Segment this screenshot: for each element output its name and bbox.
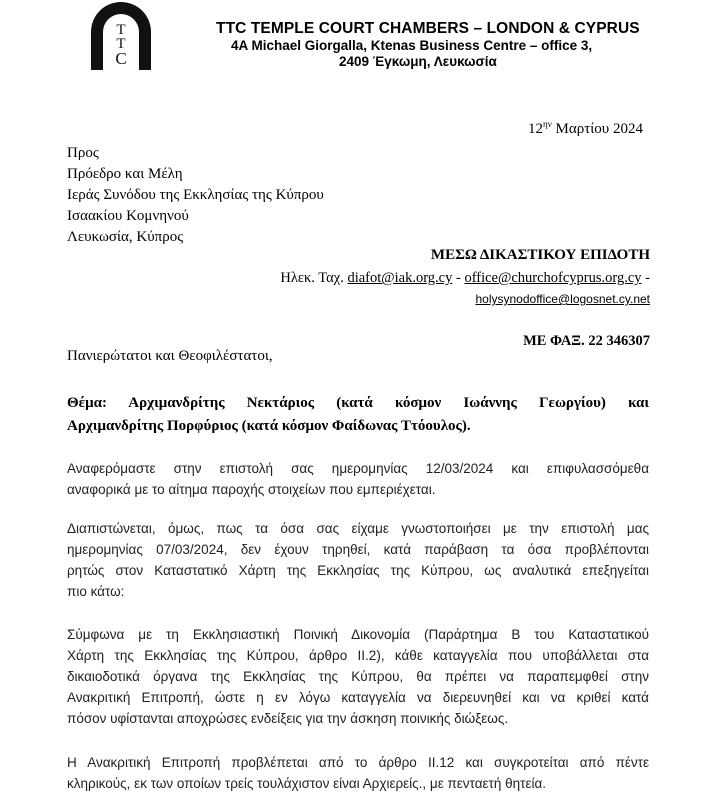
email-link-holysynod[interactable]: holysynodoffice@logosnet.cy.net: [475, 292, 650, 306]
fax-line: ΜΕ ΦΑΞ. 22 346307: [523, 333, 650, 349]
paragraph-line: Σύμφωνα με τη Εκκλησιαστική Ποινική Δικονομία (Παράρτημα Β του Καταστατικού: [67, 627, 649, 642]
email-link-office[interactable]: office@churchofcyprus.org.cy: [464, 270, 642, 286]
body-paragraph: [67, 518, 649, 602]
subject-block: [67, 392, 649, 438]
paragraph-line: πιο κάτω:: [67, 584, 125, 599]
email-line: Ηλεκ. Ταχ. diafot@iak.org.cy - office@churchofcyprus.org.cy -: [280, 270, 650, 286]
email-link-diafot[interactable]: diafot@iak.org.cy: [347, 270, 453, 286]
paragraph-line: Αναφερόμαστε στην επιστολή σας ημερομηνίας 12/03/2024 και επιφυλασσόμεθα: [67, 461, 649, 476]
body-paragraph: [67, 752, 649, 794]
ttc-logo-emblem: [87, 0, 155, 70]
letterhead-address-line2: 2409 Έγκωμη, Λευκωσία: [339, 54, 497, 69]
body-paragraph: [67, 624, 649, 729]
body-paragraph: [67, 458, 649, 500]
recipient-line: Πρόεδρο και Μέλη: [67, 166, 183, 182]
svg-text:C: C: [115, 49, 127, 68]
letterhead-title: TTC TEMPLE COURT CHAMBERS – LONDON & CYPRUS: [216, 20, 640, 37]
recipient-line: Λευκωσία, Κύπρος: [67, 229, 184, 245]
paragraph-line: δικαιοδοτικά όργανα της Εκκλησίας της Κύπρου, θα πρέπει να παραπεμφθεί στην: [67, 669, 649, 684]
paragraph-line: ρητώς στον Καταστατικό Χάρτη της Εκκλησίας της Κύπρου, ως αναλυτικά επεξηγείται: [67, 563, 649, 578]
svg-text:T: T: [116, 22, 126, 38]
delivery-method: ΜΕΣΩ ΔΙΚΑΣΤΙΚΟΥ ΕΠΙΔΟΤΗ: [430, 247, 650, 263]
email-line-2: [475, 292, 650, 306]
subject-line: Αρχιμανδρίτης Πορφύριος (κατά κόσμον Φαίδωνας Ττόουλος).: [67, 418, 471, 434]
paragraph-line: Η Ανακριτική Επιτροπή προβλέπεται από το άρθρο ΙΙ.12 και συγκροτείται από πέντε: [67, 755, 649, 770]
paragraph-line: κληρικούς, εκ των οποίων τρείς τουλάχιστον είναι Αρχιερείς., με πενταετή θητεία.: [67, 776, 547, 791]
letter-date: $12^{\eta\nu}$ Μαρτίου 2024: [528, 119, 643, 137]
paragraph-line: αναφορικά με το αίτημα παροχής στοιχείων που εμπεριέχεται.: [67, 482, 436, 497]
svg-text:T: T: [116, 36, 126, 52]
paragraph-line: Ανακριτική Επιτροπή, ώστε η εν λόγω καταγγελία να διερευνηθεί και να κριθεί κατά: [67, 690, 649, 705]
salutation: Πανιερώτατοι και Θεοφιλέστατοι,: [67, 348, 273, 364]
recipient-line: Ισαακίου Κομνηνού: [67, 208, 189, 224]
recipient-line: Προς: [67, 145, 99, 161]
paragraph-line: ημερομηνίας 07/03/2024, δεν έχουν τηρηθεί, κατά παράβαση τα όσα προβλέπονται: [67, 542, 649, 557]
letterhead-address-line1: 4A Michael Giorgalla, Ktenas Business Centre – office 3,: [231, 38, 593, 53]
paragraph-line: Χάρτη της Εκκλησίας της Κύπρου, άρθρο ΙΙ.2), κάθε καταγγελία που υποβάλλεται στα: [67, 648, 649, 663]
paragraph-line: πόσον υφίστανται αποχρώσες ενδείξεις για την άσκηση ποινικής διώξεως.: [67, 711, 509, 726]
paragraph-line: Διαπιστώνεται, όμως, πως τα όσα σας είχαμε γνωστοποιήσει με την επιστολή μας: [67, 521, 649, 536]
subject-line: Θέμα: Αρχιμανδρίτης Νεκτάριος (κατά κόσμον Ιωάννης Γεωργίου) και: [67, 395, 649, 411]
recipient-line: Ιεράς Συνόδου της Εκκλησίας της Κύπρου: [67, 187, 324, 203]
